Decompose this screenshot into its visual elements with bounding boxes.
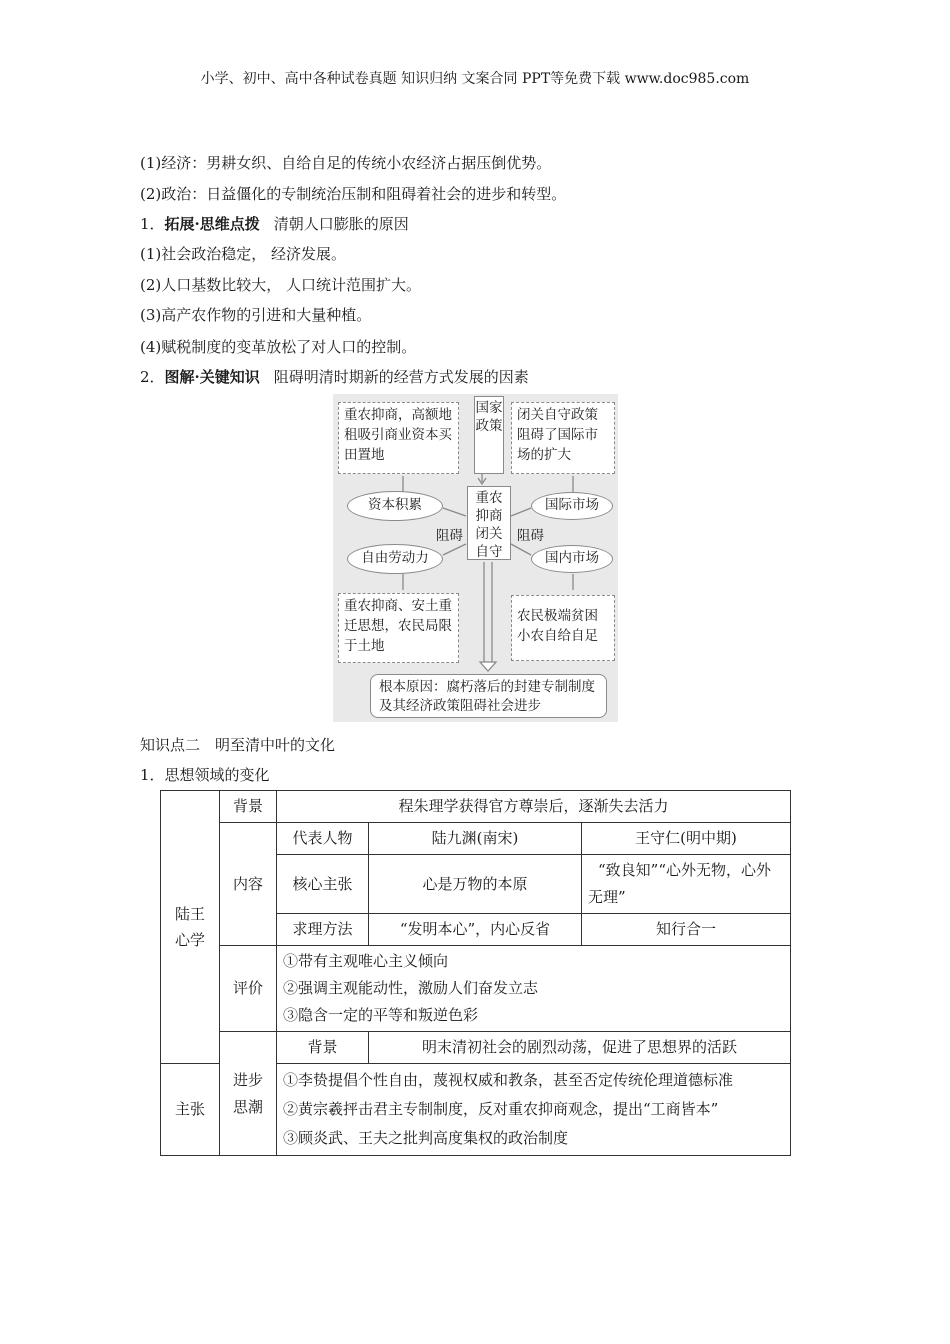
claims-cell [277,1064,791,1156]
top-left-box: 重农抑商，高额地租吸引商业资本买田置地 [338,402,459,474]
reason-4: (4)赋税制度的变革放松了对人口的控制。 [140,338,417,356]
claim-item: ①李贽提倡个性自由，蔑视权威和教条，甚至否定传统伦理道德标准 [283,1071,734,1089]
root-cause-box: 根本原因：腐朽落后的封建专制制度及其经济政策阻碍社会进步 [370,674,607,718]
hindrance-diagram [333,394,618,722]
section-1-number: 1． [140,215,165,233]
pr-group-cell [220,1032,277,1156]
core-label: 核心主张 [277,855,369,914]
core-wang: “致良知”“心外无物，心外无理” [582,855,791,914]
reason-2: (2)人口基数比较大， 人口统计范围扩大。 [140,276,422,294]
table-row [161,1032,791,1064]
lw-group-label: 陆王心学 [174,905,205,949]
reason-3: (3)高产农作物的引进和大量种植。 [140,306,372,324]
eval-cell [277,946,791,1032]
bottom-right-box: 农民极端贫困小农自给自足 [511,595,615,661]
pr-group-label: 进步思潮 [232,1070,263,1116]
eval-item: ①带有主观唯心主义倾向 [283,952,449,970]
thought-change-table [160,790,791,1156]
eval-label: 评价 [220,946,277,1032]
claim-item: ②黄宗羲抨击君主专制制度，反对重农抑商观念，提出“工商皆本” [283,1100,719,1118]
state-policy-box: 国家政策 [474,396,504,474]
top-right-box: 闭关自守政策阻碍了国际市场的扩大 [511,402,615,474]
lw-bg-text: 程朱理学获得官方尊崇后，逐渐失去活力 [277,791,791,823]
hinder-right-label: 阻碍 [517,528,544,544]
hinder-left-label: 阻碍 [436,528,463,544]
table-row [161,823,791,855]
content-label: 内容 [220,823,277,946]
section-2-number: 2． [140,368,165,386]
politics-line: (2)政治：日益僵化的专制统治压制和阻碍着社会的进步和转型。 [140,185,567,203]
lw-group-cell [161,791,220,1064]
method-label: 求理方法 [277,914,369,946]
method-wang: 知行合一 [582,914,791,946]
pr-bg-label: 背景 [277,1032,369,1064]
pr-bg-text: 明末清初社会的剧烈动荡，促进了思想界的活跃 [369,1032,791,1064]
domestic-market-oval: 国内市场 [531,545,613,573]
capital-oval: 资本积累 [347,491,443,521]
page-header: 小学、初中、高中各种试卷真题 知识归纳 文案合同 PPT等免费下载 www.doc985.com [200,71,750,87]
labor-oval: 自由劳动力 [347,544,443,574]
rep-label: 代表人物 [277,823,369,855]
center-policy-box: 重农抑商闭关自守 [467,486,511,560]
eval-item: ②强调主观能动性，激励人们奋发立志 [283,979,539,997]
section-3-heading: 1．思想领域的变化 [140,766,270,784]
eval-item: ③隐含一定的平等和叛逆色彩 [283,1006,479,1024]
reason-1: (1)社会政治稳定， 经济发展。 [140,245,347,263]
section-2-title: 阻碍明清时期新的经营方式发展的因素 [273,368,529,386]
section-1-tag: 拓展·思维点拨 [164,215,260,233]
section-1-heading [140,213,409,234]
section-1-title: 清朝人口膨胀的原因 [273,215,409,233]
rep-wang: 王守仁(明中期) [582,823,791,855]
claim-label: 主张 [161,1064,220,1156]
section-2-tag: 图解·关键知识 [164,368,260,386]
lw-bg-label: 背景 [220,791,277,823]
table-row [161,791,791,823]
knowledge-point-2: 知识点二 明至清中叶的文化 [140,736,336,754]
rep-lu: 陆九渊(南宋) [369,823,582,855]
economy-line: (1)经济：男耕女织、自给自足的传统小农经济占据压倒优势。 [140,154,552,172]
claim-item: ③顾炎武、王夫之批判高度集权的政治制度 [283,1129,569,1147]
bottom-left-box: 重农抑商、安土重迁思想，农民局限于土地 [338,593,459,663]
table-row [161,946,791,1032]
method-lu: “发明本心”，内心反省 [369,914,582,946]
intl-market-oval: 国际市场 [531,492,613,520]
section-2-heading [140,366,529,387]
core-lu: 心是万物的本原 [369,855,582,914]
